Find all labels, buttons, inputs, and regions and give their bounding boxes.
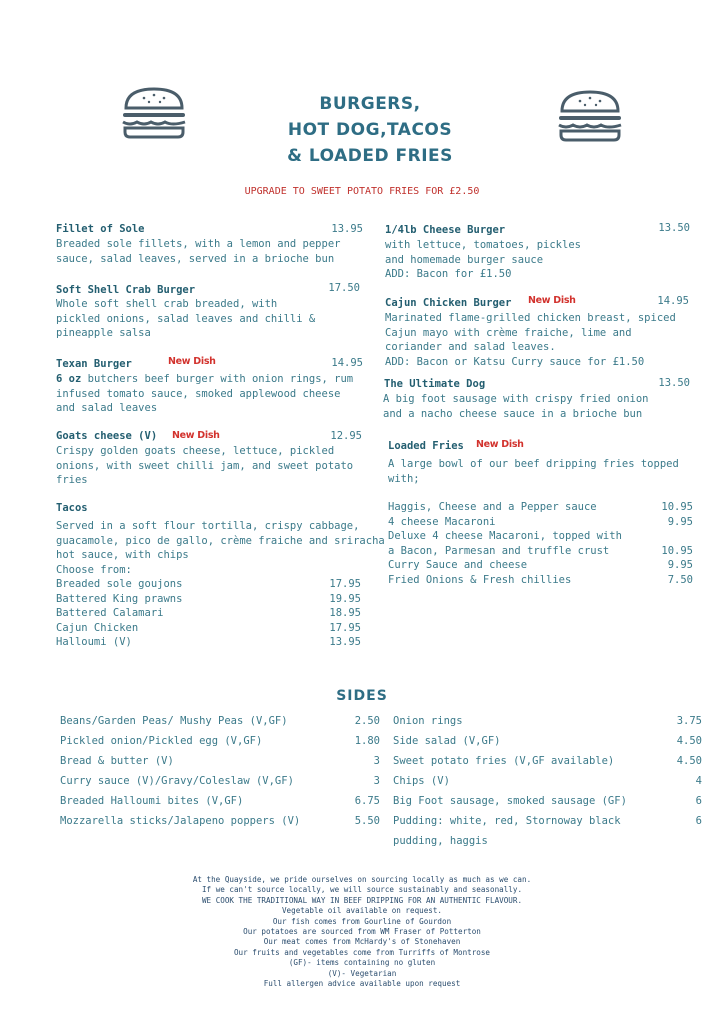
burger-icon [120, 86, 188, 140]
burger-icon [556, 89, 624, 143]
list-item: Pickled onion/Pickled egg (V,GF) 1.80 [60, 735, 380, 747]
item-desc-fillet-of-sole: Breaded sole fillets, with a lemon and pepper sauce, salad leaves, served in a brioche bun [56, 238, 341, 265]
list-item: Fried Onions & Fresh chillies 7.50 [388, 573, 693, 586]
item-name-ultimate-dog: The Ultimate Dog [384, 378, 486, 390]
item-name-cajun-chicken-burger: Cajun Chicken Burger [385, 297, 512, 309]
item-price-cheese-burger: 13.50 [658, 222, 690, 234]
page-title [200, 91, 540, 169]
item-name-tacos: Tacos [56, 502, 88, 514]
list-item: Pudding: white, red, Stornoway black 6 [393, 815, 702, 827]
item-price-texan-burger: 14.95 [331, 357, 363, 369]
sides-title: SIDES [336, 688, 388, 704]
title-line-2: HOT DOG,TACOS [287, 120, 453, 140]
list-item: Deluxe 4 cheese Macaroni, topped with [388, 530, 622, 543]
item-desc-tacos: Served in a soft flour tortilla, crispy cabbage, guacamole, pico de gallo, crème fraiche and sriracha hot sauce, with chips Choose from: [56, 520, 385, 576]
item-name-goats-cheese: Goats cheese (V) [56, 430, 158, 442]
list-item: Haggis, Cheese and a Pepper sauce 10.95 [388, 501, 693, 513]
new-dish-badge: New Dish [476, 439, 524, 450]
item-desc-soft-shell-crab: Whole soft shell crab breaded, with pickled onions, salad leaves and chilli & pineapple salsa [56, 298, 316, 340]
list-item: Breaded Halloumi bites (V,GF) 6.75 [60, 795, 380, 807]
item-desc-cheese-burger: with lettuce, tomatoes, pickles and homemade burger sauce ADD: Bacon for £1.50 [385, 239, 581, 281]
new-dish-badge: New Dish [168, 356, 216, 367]
footer-notes: At the Quayside, we pride ourselves on sourcing locally as much as we can. If we can't source locally, we will source sustainably and seasonally. WE COOK THE TRADITIONAL WAY IN BEEF DRIPPING FOR AN AUTHENTIC FLAVOUR. Vegetable oil available on request. Our fish comes from Gourline of Gourdon Our potatoes are sourced from WM Fraser of Potterton Our meat comes from McHardy's of Stonehaven Our fruits and vegetables come from Turriffs of Montrose (GF)- items containing no gluten (V)- Vegetarian Full allergen advice available upon request [192, 875, 532, 989]
list-item: pudding, haggis [393, 835, 488, 847]
item-name-loaded-fries: Loaded Fries [388, 440, 464, 452]
item-price-goats-cheese: 12.95 [330, 430, 362, 442]
title-line-1: BURGERS, [319, 94, 421, 114]
item-desc-ultimate-dog: A big foot sausage with crispy fried onion and a nacho cheese sauce in a brioche bun [383, 393, 649, 420]
list-item: Curry sauce (V)/Gravy/Coleslaw (V,GF) 3 [60, 775, 380, 787]
tacos-options-list [56, 577, 361, 650]
list-item: Curry Sauce and cheese 9.95 [388, 559, 693, 572]
sides-right-list [393, 711, 702, 851]
list-item: Big Foot sausage, smoked sausage (GF) 6 [393, 795, 702, 807]
title-line-3: & LOADED FRIES [287, 146, 453, 166]
loaded-fries-options-list [388, 500, 693, 588]
list-item: Breaded sole goujons 17.95 [56, 578, 361, 590]
list-item: Side salad (V,GF) 4.50 [393, 735, 702, 747]
list-item: Battered King prawns 19.95 [56, 592, 361, 605]
list-item: Onion rings 3.75 [393, 715, 702, 727]
list-item: Cajun Chicken 17.95 [56, 621, 361, 634]
list-item: Battered Calamari 18.95 [56, 607, 361, 620]
item-desc-cajun-chicken-burger: Marinated flame-grilled chicken breast, spiced Cajun mayo with crème fraiche, lime and coriander and salad leaves. ADD: Bacon or Katsu Curry sauce for £1.50 [385, 312, 676, 368]
item-name-texan-burger: Texan Burger [56, 358, 132, 370]
list-item: a Bacon, Parmesan and truffle crust 10.95 [388, 544, 693, 557]
list-item: 4 cheese Macaroni 9.95 [388, 515, 693, 528]
item-price-fillet-of-sole: 13.95 [331, 223, 363, 235]
item-desc-texan-burger: 6 oz butchers beef burger with onion rings, rum infused tomato sauce, smoked applewood cheese and salad leaves [56, 373, 354, 415]
list-item: Bread & butter (V) 3 [60, 755, 380, 767]
sides-left-list [60, 711, 380, 831]
list-item: Mozzarella sticks/Jalapeno poppers (V) 5.50 [60, 815, 380, 827]
new-dish-badge: New Dish [528, 295, 576, 306]
list-item: Chips (V) 4 [393, 775, 702, 787]
item-name-cheese-burger: 1/4lb Cheese Burger [385, 224, 506, 236]
list-item: Halloumi (V) 13.95 [56, 636, 361, 649]
item-name-fillet-of-sole: Fillet of Sole [56, 223, 145, 235]
item-price-ultimate-dog: 13.50 [658, 377, 690, 389]
new-dish-badge: New Dish [172, 430, 220, 441]
upgrade-notice: UPGRADE TO SWEET POTATO FRIES FOR £2.50 [244, 186, 480, 197]
item-desc-loaded-fries: A large bowl of our beef dripping fries topped with; [388, 458, 679, 485]
item-price-soft-shell-crab: 17.50 [328, 282, 360, 294]
list-item: Sweet potato fries (V,GF available) 4.50 [393, 755, 702, 767]
list-item: Beans/Garden Peas/ Mushy Peas (V,GF) 2.50 [60, 715, 380, 727]
item-price-cajun-chicken-burger: 14.95 [657, 295, 689, 307]
item-name-soft-shell-crab: Soft Shell Crab Burger [56, 284, 196, 296]
item-desc-goats-cheese: Crispy golden goats cheese, lettuce, pickled onions, with sweet chilli jam, and sweet potato fries [56, 445, 354, 487]
